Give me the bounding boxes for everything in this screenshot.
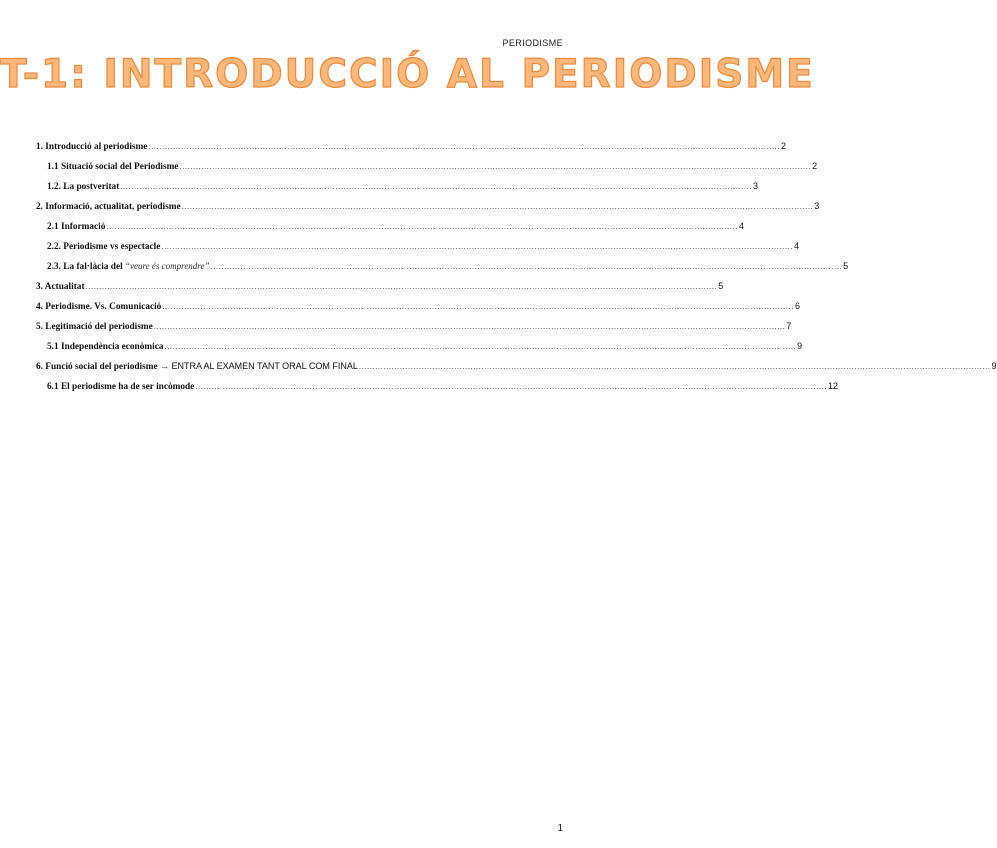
toc-entry-label: 1.2. La postveritat [47,182,120,192]
toc-leader-dots [161,242,793,251]
toc-entry-1-2[interactable] [36,181,758,201]
toc-leader-dots [210,262,842,271]
toc-leader-dots [182,202,814,211]
document-title: T-1: INTRODUCCIÓ AL PERIODISME [0,52,815,97]
toc-page-number: 6 [794,301,800,311]
toc-entry-2[interactable] [36,201,820,221]
toc-entry-1-1[interactable] [36,161,818,181]
toc-leader-dots [148,142,780,151]
toc-entry-label: 2.1 Informació [47,222,106,232]
toc-leader-dots [120,182,752,191]
toc-leader-dots [359,362,991,371]
toc-entry-note: → ENTRA AL EXAMEN TANT ORAL COM FINAL [159,361,358,371]
table-of-contents [36,141,997,401]
toc-entry-label: 1.1 Situació social del Periodisme [47,162,179,172]
toc-page-number: 9 [991,361,997,371]
toc-entry-6-1[interactable] [36,381,838,401]
toc-entry-6[interactable] [36,361,997,381]
toc-leader-dots [86,282,718,291]
toc-leader-dots [179,162,811,171]
toc-leader-dots [154,322,786,331]
toc-entry-label: 2. Informació, actualitat, periodisme [36,202,181,212]
toc-page-number: 2 [781,141,787,151]
toc-entry-4[interactable] [36,301,800,321]
toc-entry-label: 4. Periodisme. Vs. Comunicació [36,302,162,312]
toc-entry-label: 6.1 El periodisme ha de ser incòmode [47,382,195,392]
toc-page-number: 4 [739,221,745,231]
toc-entry-label: 3. Actualitat [36,282,85,292]
toc-entry-5[interactable] [36,321,792,341]
toc-page-number: 3 [752,181,758,191]
toc-entry-label-text: 6. Funció social del periodisme [36,362,160,372]
toc-entry-1[interactable] [36,141,787,161]
toc-entry-label: 1. Introducció al periodisme [36,142,148,152]
toc-leader-dots [162,302,794,311]
toc-entry-label: 5. Legitimació del periodisme [36,322,153,332]
toc-entry-2-2[interactable] [36,241,800,261]
toc-entry-3[interactable] [36,281,724,301]
toc-entry-label: 2.2. Periodisme vs espectacle [47,242,161,252]
toc-page-number: 4 [794,241,800,251]
toc-entry-2-3[interactable] [36,261,849,281]
toc-leader-dots [106,222,738,231]
toc-page-number: 5 [843,261,849,271]
toc-leader-dots [164,342,796,351]
toc-page-number: 5 [718,281,724,291]
toc-entry-quote: “veure és comprendre” [125,261,210,271]
toc-page-number: 7 [786,321,792,331]
toc-page-number: 2 [812,161,818,171]
toc-entry-label: 5.1 Independència econòmica [47,342,164,352]
toc-page-number: 12 [827,381,838,391]
toc-page-number: 9 [797,341,803,351]
toc-leader-dots [195,382,827,391]
toc-entry-5-1[interactable] [36,341,803,361]
toc-entry-label [47,261,209,272]
toc-entry-label [36,361,358,372]
toc-page-number: 3 [814,201,820,211]
document-header: PERIODISME [502,38,563,48]
toc-entry-label-text: 2.3. La fal·làcia del [47,262,125,272]
toc-entry-2-1[interactable] [36,221,745,241]
page-number: 1 [557,823,563,834]
